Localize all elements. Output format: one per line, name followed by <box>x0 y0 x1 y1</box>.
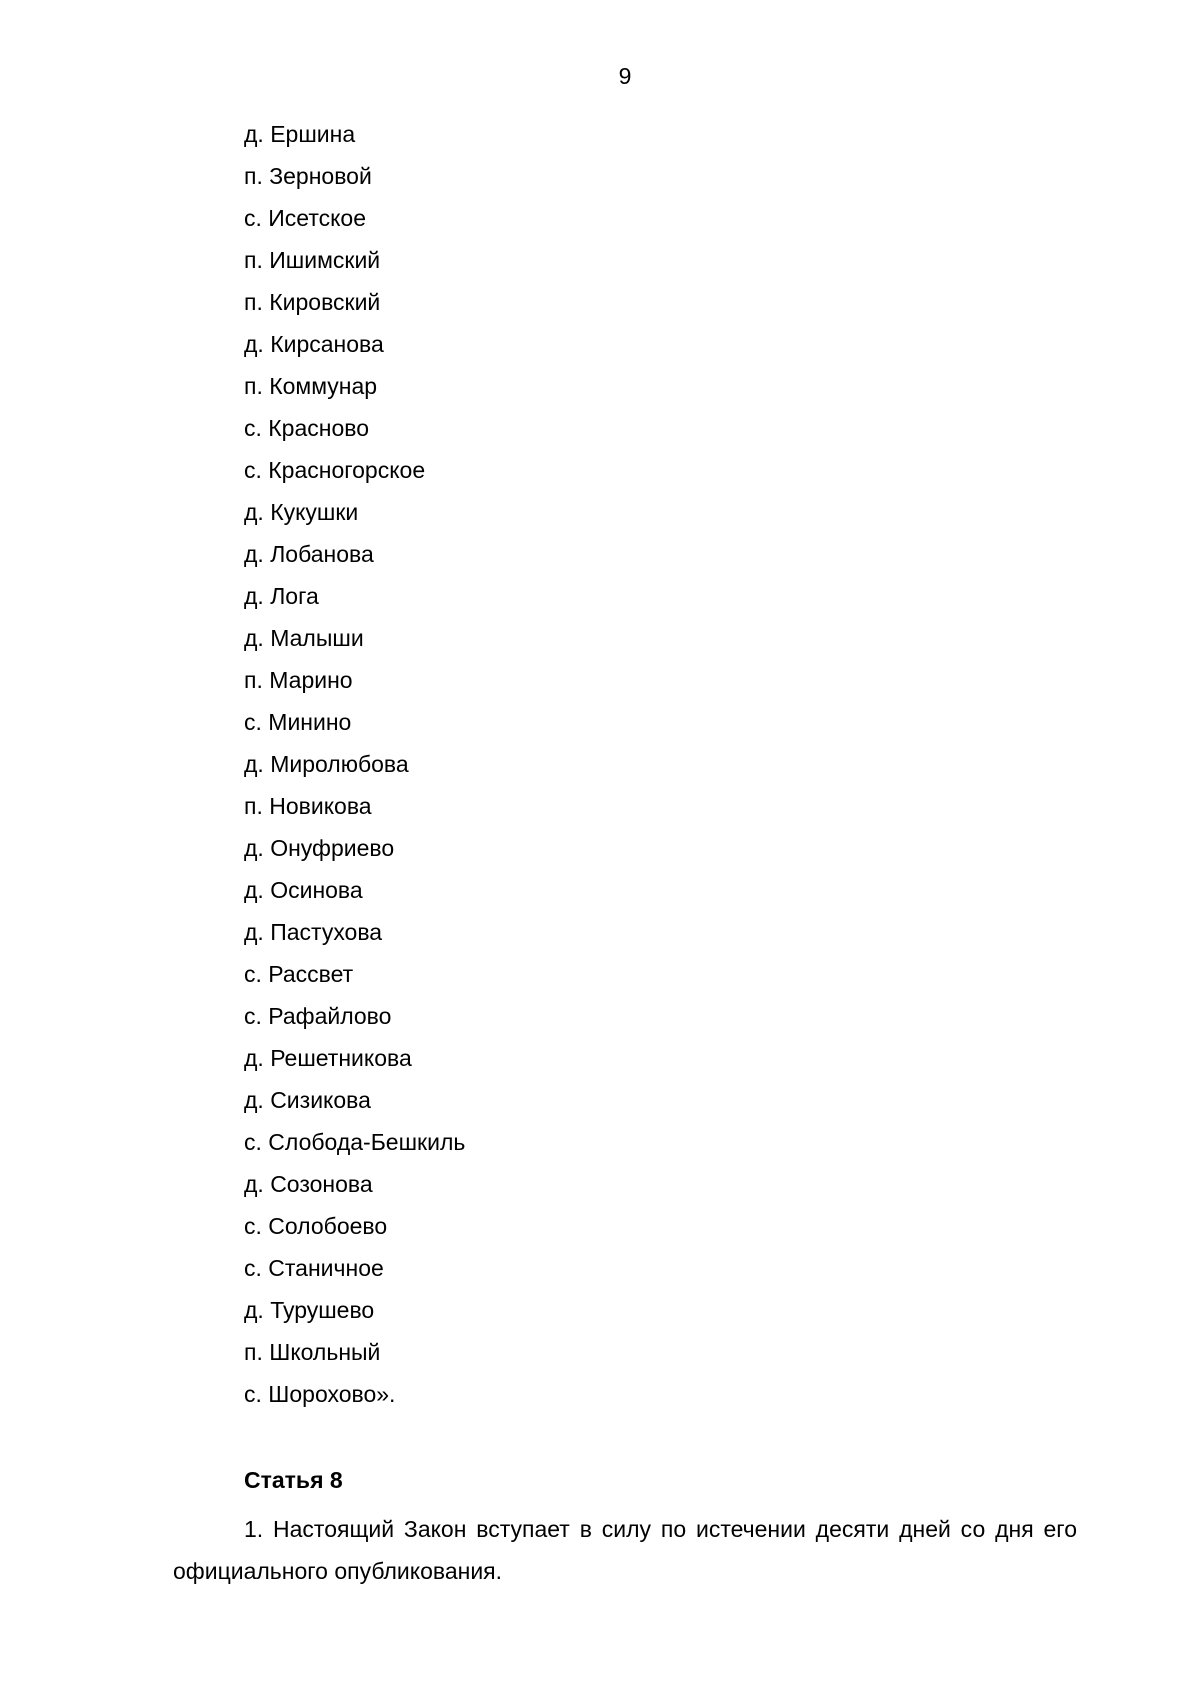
list-item: д. Лога <box>244 583 319 609</box>
list-item: п. Марино <box>244 667 353 693</box>
list-item: д. Кирсанова <box>244 331 384 357</box>
list-item: д. Ершина <box>244 121 356 147</box>
list-item: с. Исетское <box>244 205 367 231</box>
list-item: д. Кукушки <box>244 499 359 525</box>
list-item: с. Минино <box>244 709 352 735</box>
list-item: д. Созонова <box>244 1171 373 1197</box>
list-item: д. Малыши <box>244 625 364 651</box>
article-heading: Статья 8 <box>244 1467 343 1493</box>
list-item: д. Сизикова <box>244 1087 371 1113</box>
list-item: с. Красново <box>244 415 370 441</box>
list-item: с. Рафайлово <box>244 1003 392 1029</box>
settlement-list <box>244 120 465 1422</box>
list-item: с. Слобода-Бешкиль <box>244 1129 466 1155</box>
article-paragraph: 1. Настоящий Закон вступает в силу по истечении десяти дней со дня его официального опубликования. <box>173 1516 1077 1584</box>
list-item: с. Рассвет <box>244 961 354 987</box>
list-item: д. Онуфриево <box>244 835 395 861</box>
list-item: с. Станичное <box>244 1255 384 1281</box>
list-item: с. Красногорское <box>244 457 426 483</box>
list-item: д. Миролюбова <box>244 751 409 777</box>
list-item: д. Решетникова <box>244 1045 412 1071</box>
list-item: д. Лобанова <box>244 541 374 567</box>
list-item: с. Солобоево <box>244 1213 388 1239</box>
list-item: п. Новикова <box>244 793 372 819</box>
list-item: с. Шорохово». <box>244 1381 396 1407</box>
list-item: д. Осинова <box>244 877 363 903</box>
list-item: п. Коммунар <box>244 373 378 399</box>
list-item: п. Школьный <box>244 1339 381 1365</box>
list-item: п. Кировский <box>244 289 381 315</box>
list-item: д. Турушево <box>244 1297 375 1323</box>
list-item: п. Зерновой <box>244 163 372 189</box>
list-item: п. Ишимский <box>244 247 381 273</box>
page-number: 9 <box>618 63 632 89</box>
list-item: д. Пастухова <box>244 919 383 945</box>
